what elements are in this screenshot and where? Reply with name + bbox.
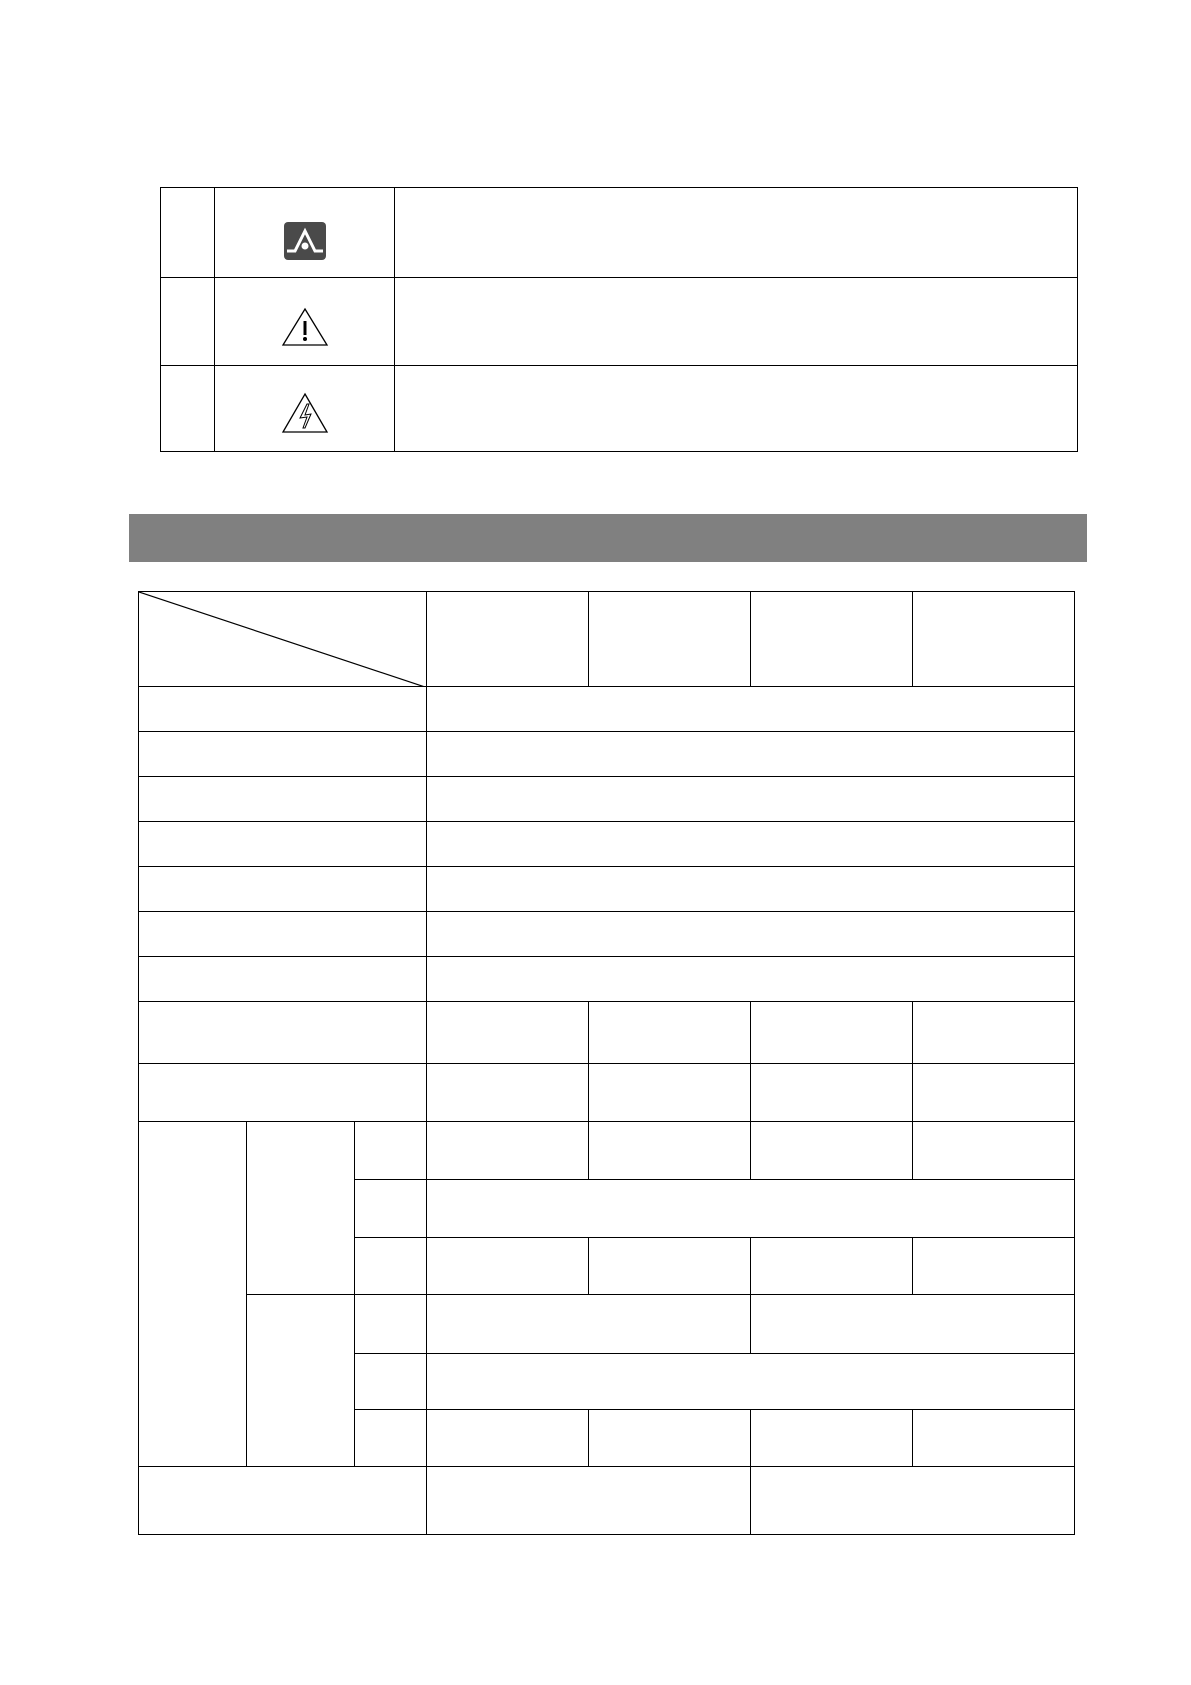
spec-value-cell: [426, 686, 1075, 732]
symbols-table: [160, 187, 1078, 452]
spec-value-cell: [912, 1001, 1075, 1064]
spec-value-cell: [912, 1237, 1075, 1295]
spec-value-cell: [750, 1409, 913, 1467]
symbol-number: [161, 188, 214, 277]
ground-protection-icon: [216, 216, 394, 266]
section-title: [129, 510, 137, 537]
spec-label-cell: [138, 686, 427, 732]
item-label-cell: [354, 1409, 427, 1467]
spec-value-cell: [426, 956, 1075, 1002]
header-model-cell: [912, 591, 1075, 687]
spec-label-cell: [138, 776, 427, 822]
spec-value-cell: [426, 1179, 1075, 1238]
spec-value-cell: [426, 1294, 751, 1354]
spec-label-cell: [138, 956, 427, 1002]
spec-value-cell: [750, 1121, 913, 1180]
symbol-number: [161, 277, 214, 365]
spec-value-cell: [750, 1466, 1075, 1535]
spec-label-cell: [138, 1466, 427, 1535]
spec-label-cell: [138, 731, 427, 777]
spec-label-cell: [138, 821, 427, 867]
specification-table: [138, 591, 1075, 1535]
group-label-cell: [138, 1121, 247, 1467]
spec-value-cell: [588, 1237, 751, 1295]
spec-value-cell: [426, 1409, 589, 1467]
header-model-cell: [426, 591, 589, 687]
header-model-cell: [750, 591, 913, 687]
item-label-cell: [354, 1294, 427, 1354]
symbol-row-ground: [161, 188, 1077, 278]
header-model-cell: [588, 591, 751, 687]
spec-value-cell: [426, 1001, 589, 1064]
spec-value-cell: [426, 1063, 589, 1122]
electric-shock-hazard-icon: [216, 389, 394, 437]
spec-label-cell: [138, 866, 427, 912]
item-label-cell: [354, 1179, 427, 1238]
spec-value-cell: [750, 1294, 1075, 1354]
symbol-description: [401, 365, 1071, 451]
spec-value-cell: [588, 1063, 751, 1122]
section-banner: [129, 514, 1087, 562]
spec-label-cell: [138, 1063, 427, 1122]
spec-value-cell: [588, 1409, 751, 1467]
spec-value-cell: [588, 1121, 751, 1180]
spec-value-cell: [750, 1237, 913, 1295]
symbol-number: [161, 365, 214, 451]
spec-value-cell: [588, 1001, 751, 1064]
symbol-row-shock: [161, 365, 1077, 451]
spec-value-cell: [426, 1466, 751, 1535]
item-label-cell: [354, 1237, 427, 1295]
spec-value-cell: [426, 911, 1075, 957]
spec-value-cell: [912, 1121, 1075, 1180]
warning-exclamation-icon: [216, 303, 394, 351]
spec-value-cell: [426, 1237, 589, 1295]
spec-value-cell: [912, 1063, 1075, 1122]
spec-label-cell: [138, 911, 427, 957]
spec-value-cell: [426, 1353, 1075, 1410]
item-label-cell: [354, 1121, 427, 1180]
spec-value-cell: [426, 1121, 589, 1180]
symbol-description: [401, 188, 1071, 277]
subgroup-label-cell: [246, 1294, 355, 1467]
spec-value-cell: [426, 821, 1075, 867]
spec-value-cell: [426, 776, 1075, 822]
symbol-description: [401, 277, 1071, 365]
item-label-cell: [354, 1353, 427, 1410]
spec-value-cell: [912, 1409, 1075, 1467]
spec-label-cell: [138, 1001, 427, 1064]
spec-value-cell: [426, 866, 1075, 912]
spec-value-cell: [750, 1001, 913, 1064]
symbol-row-warning: [161, 277, 1077, 366]
spec-value-cell: [426, 731, 1075, 777]
header-corner-cell: [138, 591, 427, 687]
subgroup-label-cell: [246, 1121, 355, 1295]
spec-value-cell: [750, 1063, 913, 1122]
